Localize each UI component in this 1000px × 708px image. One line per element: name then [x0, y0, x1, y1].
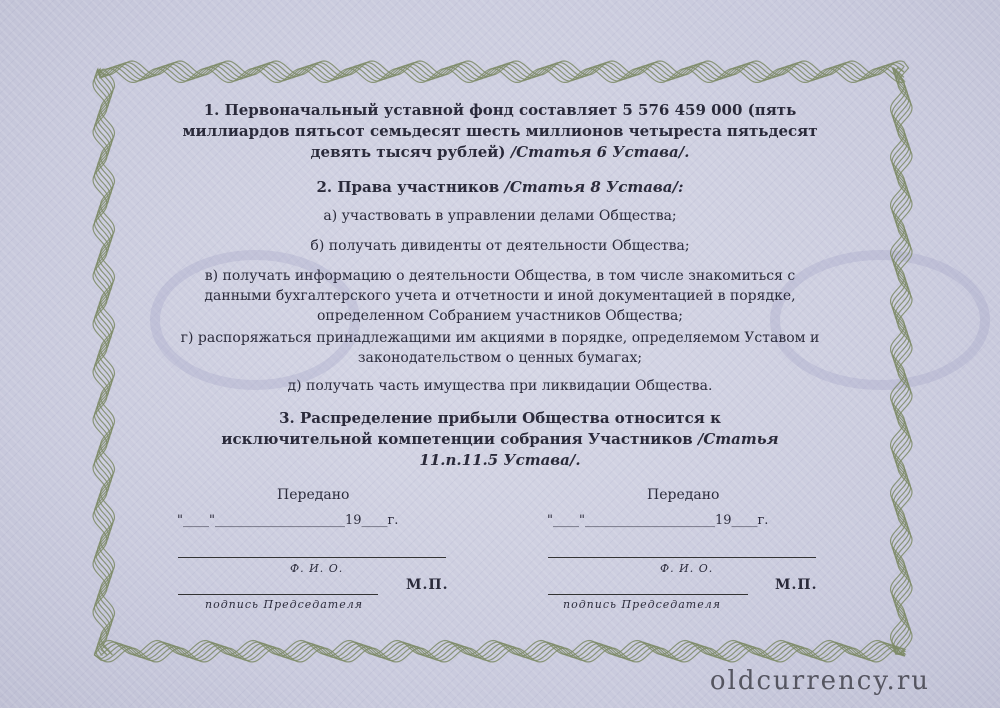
- clause-3-text: 3. Распределение прибыли Общества относится к исключительной компетенции собрания Участников: [221, 409, 721, 448]
- right-fio-label: Ф. И. О.: [660, 562, 714, 575]
- right-item-a: а) участвовать в управлении делами Общества;: [323, 208, 677, 224]
- right-fio-line: [548, 557, 816, 558]
- clause-2-reference: /Статья 8 Устава/:: [504, 178, 684, 196]
- right-item-c: в) получать информацию о деятельности Общества, в том числе знакомиться с данными бухгалтерского учета и отчетности и иной документацией в порядке, определенном Собранием участников Общества;: [204, 268, 796, 324]
- right-signature-line: [548, 594, 748, 595]
- left-fio-label: Ф. И. О.: [290, 562, 344, 575]
- right-signature-label: подпись Председателя: [563, 598, 722, 611]
- clause-1-text: 1. Первоначальный уставной фонд составляет 5 576 459 000 (пять миллиардов пятьсот семьдесят шесть миллионов четыреста пятьдесят девять тысяч рублей): [182, 101, 818, 161]
- left-date-line: "____"____________________19____г.: [177, 513, 399, 528]
- left-stamp-place: М.П.: [406, 577, 449, 593]
- left-signature-label: подпись Председателя: [205, 598, 364, 611]
- right-item-b: б) получать дивиденты от деятельности Общества;: [310, 238, 690, 254]
- right-item-d: г) распоряжаться принадлежащими им акциями в порядке, определяемом Уставом и законодательством о ценных бумагах;: [180, 330, 820, 366]
- clause-2-title: [130, 177, 870, 198]
- document-body: [130, 92, 870, 652]
- watermark-text: oldcurrency.ru: [709, 666, 930, 696]
- clause-1-reference: /Статья 6 Устава/.: [505, 143, 690, 161]
- left-fio-line: [178, 557, 446, 558]
- left-transferred-label: Передано: [277, 487, 350, 503]
- clause-1: [130, 100, 870, 163]
- clause-2-title-text: 2. Права участников: [316, 178, 505, 196]
- right-date-line: "____"____________________19____г.: [547, 513, 769, 528]
- clause-3: [130, 408, 870, 471]
- right-stamp-place: М.П.: [775, 577, 818, 593]
- clause-3-reference: /Статья 11.п.11.5 Устава/.: [419, 430, 779, 469]
- right-transferred-label: Передано: [647, 487, 720, 503]
- right-item-e: д) получать часть имущества при ликвидации Общества.: [287, 378, 713, 394]
- left-signature-line: [178, 594, 378, 595]
